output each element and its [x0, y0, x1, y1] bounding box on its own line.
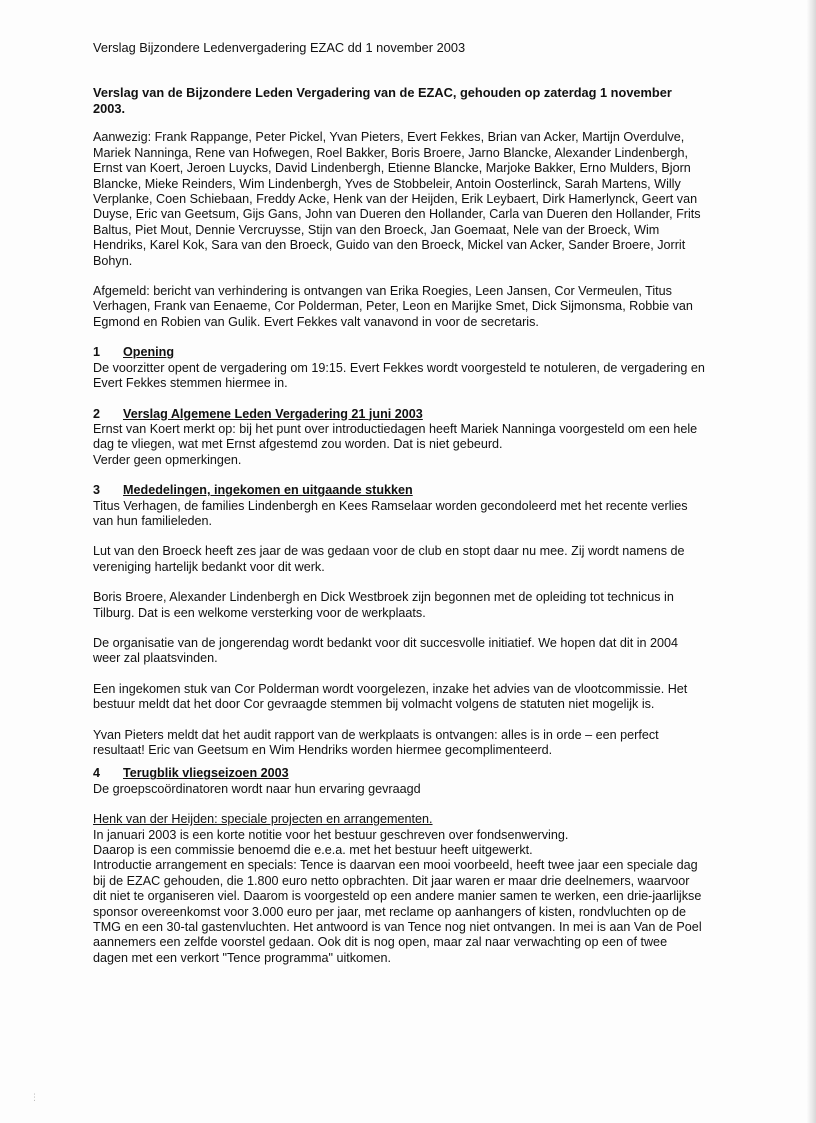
page-edge-shadow: [806, 0, 816, 1123]
attendees-paragraph: Aanwezig: Frank Rappange, Peter Pickel, Yvan Pieters, Evert Fekkes, Brian van Acker, Martijn Overdulve, Mariek Nanninga, Rene van Hofwegen, Roel Bakker, Boris Broere, Jarno Blancke, Alexander Lindenbergh, Ernst van Koert, Jeroen Luycks, David Lindenbergh, Etienne Blancke, Marjoke Bakker, Erno Mulders, Bjorn Blancke, Mieke Reinders, Wim Lindenbergh, Yves de Stobbeleir, Antoin Oosterlinck, Sarah Martens, Willy Verplanke, Coen Schiebaan, Freddy Acke, Henk van der Heijden, Erik Leybaert, Dirk Hamerlynck, Geert van Duyse, Eric van Geetsum, Gijs Gans, John van Dueren den Hollander, Carla van Dueren den Hollander, Frits Baltus, Piet Mout, Dennie Vercruysse, Stijn van den Broeck, Jan Goemaat, Nele van der Broeck, Wim Hendriks, Karel Kok, Sara van den Broeck, Guido van den Broeck, Mickel van Acker, Sander Broere, Jorrit Bohyn.: [93, 130, 701, 268]
section-paragraph: Titus Verhagen, de families Lindenbergh en Kees Ramselaar worden gecondoleerd met het recente verlies van hun familieleden.: [93, 498, 688, 528]
section-number: 1: [93, 345, 101, 360]
running-header: Verslag Bijzondere Ledenvergadering EZAC dd 1 november 2003: [93, 40, 466, 55]
section-number: 2: [93, 406, 101, 421]
section-heading: [93, 766, 705, 781]
absentees-paragraph: Afgemeld: bericht van verhindering is ontvangen van Erika Roegies, Leen Jansen, Cor Vermeulen, Titus Verhagen, Frank van Eenaeme, Cor Polderman, Peter, Leon en Marijke Smet, Dick Sijmonsma, Robbie van Egmond en Robien van Gulik. Evert Fekkes valt vanavond in voor de secretaris.: [93, 284, 693, 329]
section-title: Opening: [123, 345, 175, 360]
section-title: Terugblik vliegseizoen 2003: [123, 766, 289, 781]
section-heading: [93, 345, 705, 360]
section-heading: [93, 483, 705, 498]
section-paragraph: Boris Broere, Alexander Lindenbergh en Dick Westbroek zijn begonnen met de opleiding tot technicus in Tilburg. Dat is een welkome versterking voor de werkplaats.: [93, 590, 674, 620]
section-paragraph: De organisatie van de jongerendag wordt bedankt voor dit succesvolle initiatief. We hopen dat dit in 2004 weer zal plaatsvinden.: [93, 635, 679, 666]
section-paragraph: Verder geen opmerkingen.: [93, 452, 242, 467]
section-title: Verslag Algemene Leden Vergadering 21 juni 2003: [123, 406, 423, 421]
section-paragraph: Lut van den Broeck heeft zes jaar de was gedaan voor de club en stopt daar nu mee. Zij wordt namens de vereniging hartelijk bedankt voor dit werk.: [93, 544, 685, 574]
scan-speck: ⋮: [30, 1092, 39, 1102]
section-heading: [93, 407, 705, 422]
section-paragraph: Een ingekomen stuk van Cor Polderman wordt voorgelezen, inzake het advies van de vlootcommissie. Het bestuur meldt dat het door Cor gevraagde stemmen bij volmacht volgens de statuten niet mogelijk is.: [93, 681, 688, 712]
subsection-paragraph: In januari 2003 is een korte notitie voor het bestuur geschreven over fondsenwerving.: [93, 827, 569, 842]
subsection-heading: Henk van der Heijden: speciale projecten en arrangementen.: [93, 812, 433, 827]
subsection-paragraph: Introductie arrangement en specials: Tence is daarvan een mooi voorbeeld, heeft twee jaar een speciale dag bij de EZAC gehouden, die 1.800 euro netto opbrachten. Dit jaar waren er maar drie deelnemers, waarvoor dit niet te organiseren viel. Daarom is voorgesteld op een andere manier samen te werken, een drie-jaarlijkse sponsor overeenkomst voor 3.000 euro per jaar, met reclame op aanhangers of kisten, rondvluchten op de TMG en een 30-tal gastenvluchten. Het antwoord is van Tence nog niet ontvangen. In mei is aan Van de Poel aannemers een zelfde voorstel gedaan. Ook dit is nog open, maar zal naar verwachting op een of twee dagen met een verkort "Tence programma" uitkomen.: [93, 858, 702, 965]
document-content: [93, 40, 705, 966]
section-number: 4: [93, 766, 101, 781]
section-paragraph: De groepscoördinatoren wordt naar hun ervaring gevraagd: [93, 781, 421, 796]
section-paragraph: Ernst van Koert merkt op: bij het punt over introductiedagen heeft Mariek Nanninga voorgesteld om een hele dag te vliegen, wat met Ernst afgestemd zou worden. Dat is niet gebeurd.: [93, 421, 698, 452]
section-title: Mededelingen, ingekomen en uitgaande stukken: [123, 483, 413, 498]
section-paragraph: De voorzitter opent de vergadering om 19:15. Evert Fekkes wordt voorgesteld te notuleren, de vergadering en Evert Fekkes stemmen hiermee in.: [93, 360, 705, 391]
subsection-paragraph: Daarop is een commissie benoemd die e.e.a. met het bestuur heeft uitgewerkt.: [93, 843, 533, 858]
document-title: Verslag van de Bijzondere Leden Vergadering van de EZAC, gehouden op zaterdag 1 november 2003.: [93, 85, 672, 117]
section-paragraph: Yvan Pieters meldt dat het audit rapport van de werkplaats is ontvangen: alles is in orde – een perfect resultaat! Eric van Geetsum en Wim Hendriks worden hiermee gecomplimenteerd.: [93, 727, 659, 757]
section-number: 3: [93, 483, 101, 498]
